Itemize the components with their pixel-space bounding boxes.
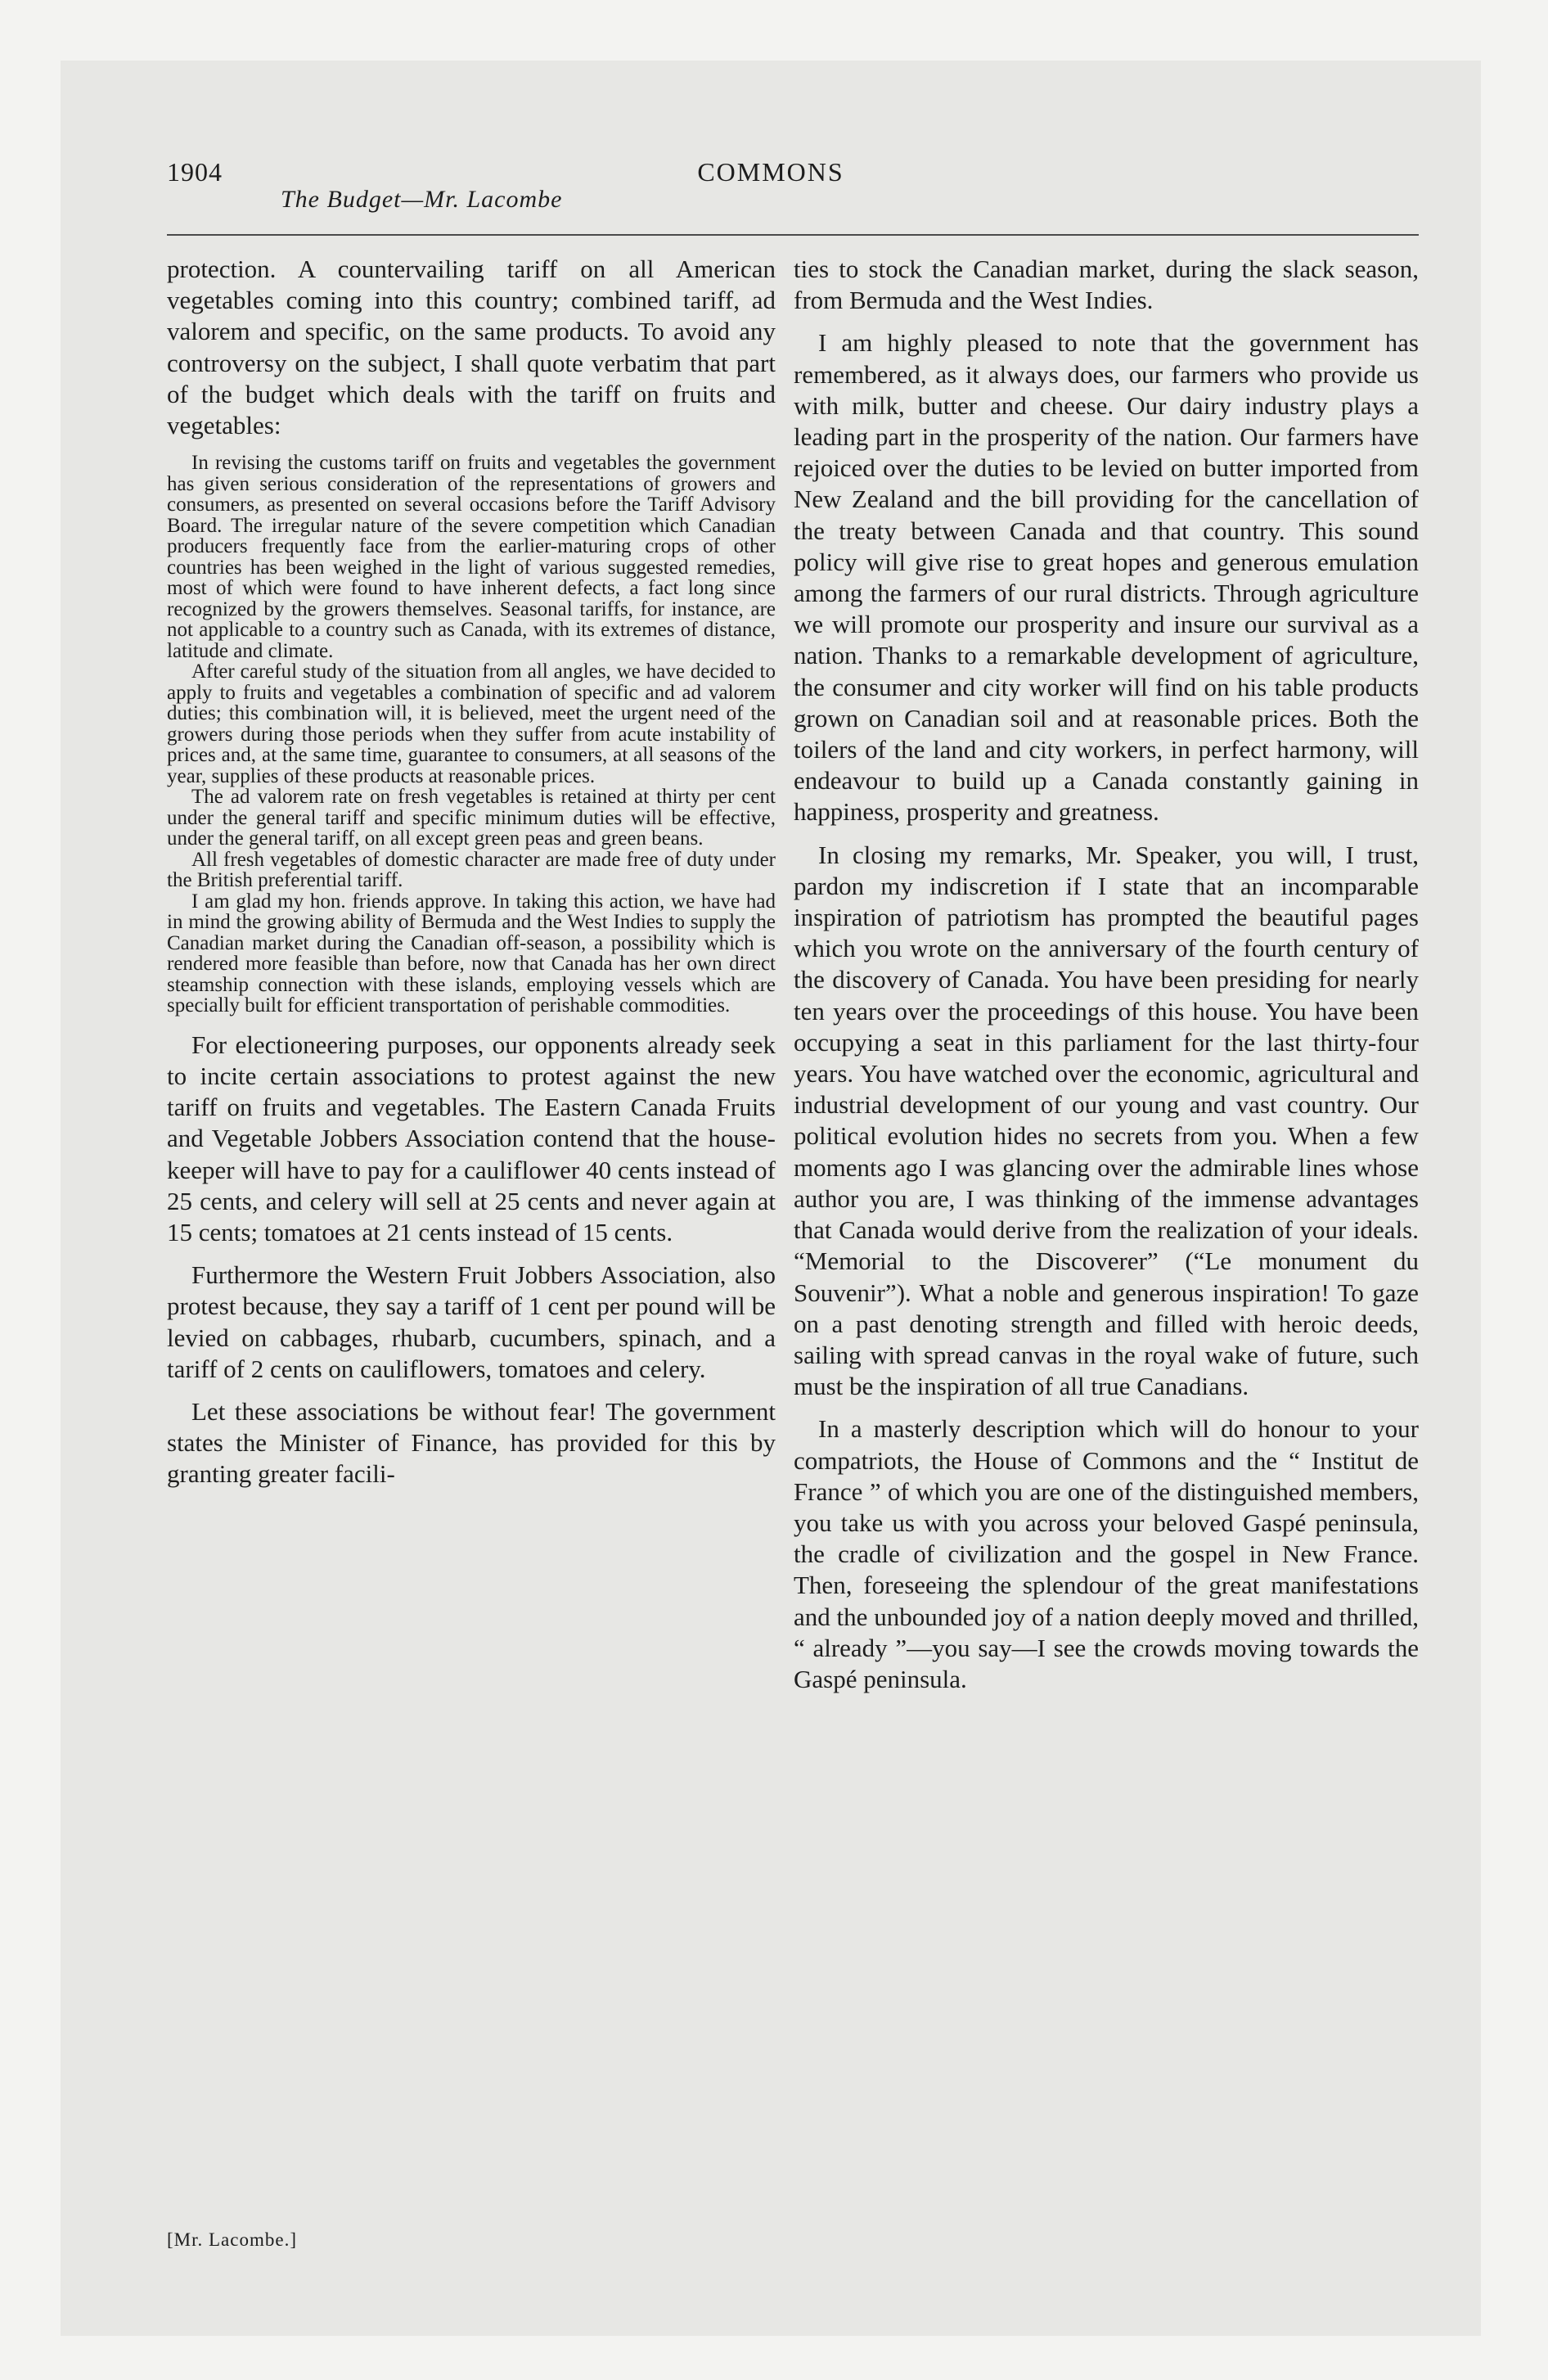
quote-paragraph: The ad valorem rate on fresh vegetables is retained at thirty per cent under the general tariff and specific minimum duties will be effective, under the general tariff, on all except green peas and green beans.: [167, 786, 776, 850]
section-title: COMMONS: [697, 157, 844, 187]
right-column: [794, 254, 1419, 1706]
quote-paragraph: After careful study of the situation from all angles, we have decided to apply to fruits and vegetables a combination of specific and ad valorem duties; this combination will, it is believed, meet the urgent need of the growers during those periods when they suffer from acute instability of prices and, at the same time, guarantee to consumers, at all seasons of the year, supplies of these products at reasonable prices.: [167, 660, 776, 787]
quote-paragraph: All fresh vegetables of domestic character are made free of duty under the British preferential tariff.: [167, 848, 776, 892]
hansard-page: [61, 61, 1481, 2336]
speech-subhead: The Budget—Mr. Lacombe: [281, 186, 563, 213]
budget-quotation: [167, 453, 776, 1016]
quote-paragraph: I am glad my hon. friends approve. In taking this action, we have had in mind the growing ability of Bermuda and the West Indies to supply the Canadian market during the Canadian off-season, a possibility which is rendered more feasible than before, now that Canada has her own direct steamship connection with these islands, employing vessels which are specially built for efficient transportation of perishable commodities.: [167, 890, 776, 1017]
left-column: [167, 254, 776, 1502]
paragraph: In a masterly description which will do honour to your compatriots, the House of Commons and the “ Institut de France ” of which you are one of the distinguished members, you take us with you across your beloved Gaspé peninsula, the cradle of civilization and the gospel in New France. Then, foreseeing the splendour of the great manifestations and the unbounded joy of a nation deeply moved and thrilled, “ already ”—you say—I see the crowds moving towards the Gaspé peninsula.: [794, 1414, 1419, 1693]
paragraph: In closing my remarks, Mr. Speaker, you will, I trust, pardon my indiscretion if I state that an incomparable inspiration of patriotism has prompted the beautiful pages which you wrote on the anniversary of the fourth century of the discovery of Canada. You have been presiding for nearly ten years over the proceedings of this house. You have been occupying a seat in this parliament for the last thirty-four years. You have watched over the economic, agricultural and industrial development of our young and vast country. Our political evolution hides no secrets from you. When a few moments ago I was glancing over the admirable lines whose author you are, I was thinking of the immense advantages that Canada would derive from the realization of your ideals. “Memorial to the Discoverer” (“Le monument du Souvenir”). What a noble and generous inspiration! To gaze on a past denoting strength and filled with heroic deeds, sailing with spread canvas in the royal wake of future, such must be the inspiration of all true Canadians.: [794, 840, 1419, 1401]
header-rule: [167, 234, 1419, 236]
quote-paragraph: In revising the customs tariff on fruits and vegetables the government has given serious consideration of the representations of growers and consumers, as presented on several occasions before the Tariff Advisory Board. The irregular nature of the severe competition which Canadian producers frequently face from the earlier-maturing crops of other countries has been weighed in the light of various suggested remedies, most of which were found to have inherent defects, a fact long since recognized by the growers themselves. Seasonal tariffs, for instance, are not applicable to a country such as Canada, with its extremes of distance, latitude and climate.: [167, 452, 776, 662]
page-number: 1904: [167, 157, 223, 187]
paragraph: ties to stock the Canadian market, during the slack season, from Bermuda and the West Indies.: [794, 255, 1419, 315]
paragraph: I am highly pleased to note that the government has remembered, as it always does, our farmers who provide us with milk, butter and cheese. Our dairy industry plays a leading part in the prosperity of the nation. Our farmers have rejoiced over the duties to be levied on butter imported from New Zealand and the bill providing for the cancellation of the treaty between Canada and that country. This sound policy will give rise to great hopes and generous emulation among the farmers of our rural districts. Through agriculture we will promote our prosperity and insure our survival as a nation. Thanks to a remarkable development of agriculture, the consumer and city worker will find on his table products grown on Canadian soil and at reasonable prices. Both the toilers of the land and city workers, in perfect harmony, will endeavour to build up a Canada constantly gaining in happiness, prosperity and greatness.: [794, 328, 1419, 827]
paragraph: Let these associations be without fear! The government states the Minister of Finance, has provided for this by granting greater facili-: [167, 1396, 776, 1489]
paragraph: For electioneering purposes, our opponents already seek to incite certain associations to protest against the new tariff on fruits and vegetables. The Eastern Canada Fruits and Vegetable Jobbers Association contend that the house-keeper will have to pay for a cauliflower 40 cents instead of 25 cents, and celery will sell at 25 cents and never again at 15 cents; tomatoes at 21 cents instead of 15 cents.: [167, 1030, 776, 1246]
paragraph: protection. A countervailing tariff on all American vegetables coming into this country; combined tariff, ad valorem and specific, on the same products. To avoid any controversy on the subject, I shall quote verbatim that part of the budget which deals with the tariff on fruits and vegetables:: [167, 255, 776, 440]
speaker-footer: [Mr. Lacombe.]: [167, 2229, 297, 2250]
paragraph: Furthermore the Western Fruit Jobbers Association, also protest because, they say a tariff of 1 cent per pound will be levied on cabbages, rhubarb, cucumbers, spinach, and a tariff of 2 cents on cauliflowers, tomatoes and celery.: [167, 1260, 776, 1383]
